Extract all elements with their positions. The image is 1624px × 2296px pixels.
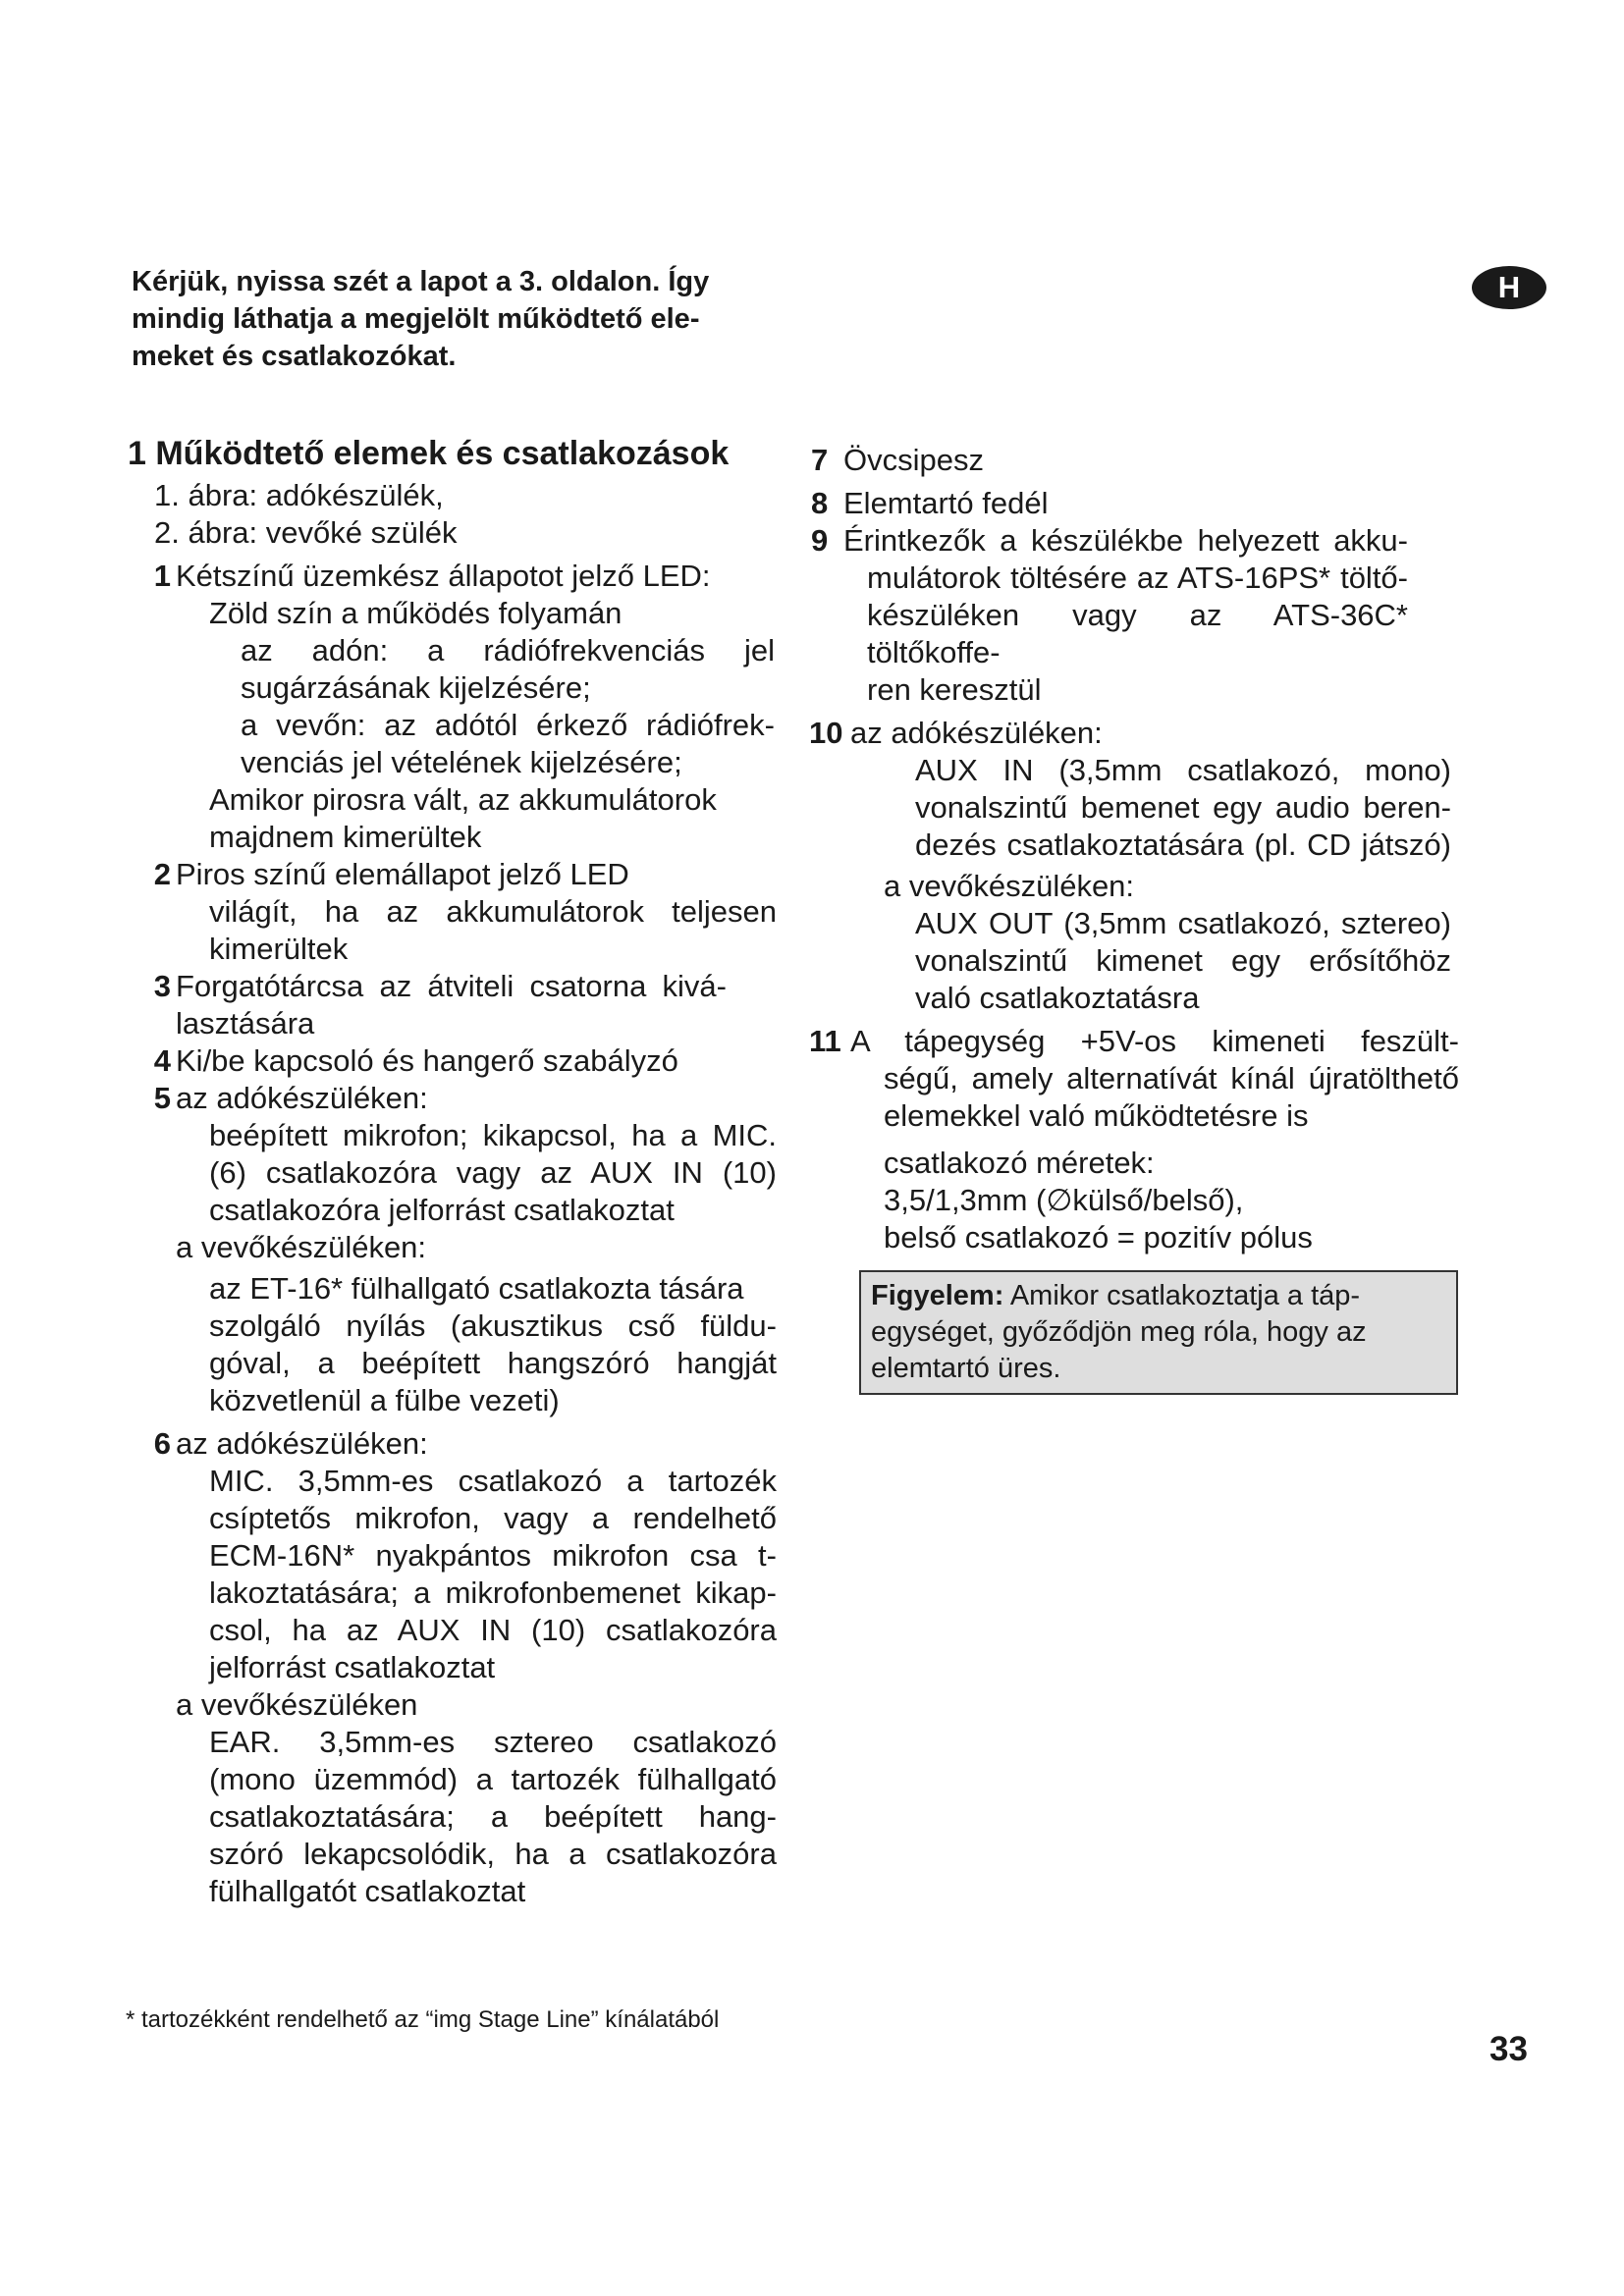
item-line: világít, ha az akkumulátorok teljesen (209, 894, 777, 929)
list-item-9 (811, 522, 1408, 709)
item-number: 3 (153, 969, 171, 1003)
item-line: az adókészüléken: (850, 716, 1103, 750)
item-line: Kétszínű üzemkész állapotot jelző LED: (176, 559, 711, 593)
item-line: a vevőkészüléken: (176, 1230, 427, 1264)
item-line: csatlakozó méretek: (884, 1146, 1155, 1180)
item-line: az adókészüléken: (176, 1081, 428, 1115)
intro-line: Kérjük, nyissa szét a lapot a 3. oldalon. Így (132, 266, 710, 297)
item-number: 4 (153, 1043, 171, 1078)
item-line: készüléken vagy az ATS-36C* töltőkoffe- (867, 598, 1408, 669)
section-title: 1 Működtető elemek és csatlakozások (128, 435, 730, 472)
list-item-6 (128, 1425, 785, 1910)
item-line: ségű, amely alternatívát kínál újratölthető (884, 1061, 1459, 1095)
item-number: 5 (153, 1081, 171, 1115)
right-column (809, 442, 1459, 1395)
item-line: vonalszintű kimenet egy erősítőhöz (915, 943, 1451, 978)
list-item-10 (809, 715, 1449, 1017)
item-line: (6) csatlakozóra vagy az AUX IN (10) (209, 1155, 777, 1190)
item-number: 7 (811, 443, 829, 477)
item-line: Zöld szín a működés folyamán (209, 596, 623, 630)
item-number: 10 (809, 716, 843, 750)
item-line: lasztására (176, 1006, 315, 1041)
item-line: Ki/be kapcsoló és hangerő szabályzó (176, 1043, 678, 1078)
list-item-8 (811, 485, 1449, 522)
item-line: mulátorok töltésére az ATS-16PS* töltő- (867, 561, 1408, 595)
footnote: * tartozékként rendelhető az “img Stage Line” kínálatából (126, 2006, 720, 2033)
item-line: kimerültek (209, 932, 349, 966)
item-line: szolgáló nyílás (akusztikus cső füldu- (209, 1308, 777, 1343)
language-badge: H (1472, 266, 1546, 309)
item-line: AUX OUT (3,5mm csatlakozó, sztereo) (915, 906, 1451, 940)
item-line: csatlakoztatására; a beépített hang- (209, 1799, 777, 1834)
item-line: a vevőn: az adótól érkező rádiófrek- (241, 708, 775, 742)
item-line: a vevőkészüléken (176, 1687, 418, 1722)
intro-text (132, 263, 780, 375)
list-item-7 (811, 442, 1449, 479)
item-line: Amikor pirosra vált, az akkumulátorok (209, 782, 717, 817)
item-line: majdnem kimerültek (209, 820, 482, 854)
item-line: ren keresztül (867, 672, 1042, 707)
warning-line: Amikor csatlakoztatja a táp- (1009, 1280, 1361, 1311)
item-line: az ET-16* fülhallgató csatlakozta tására (209, 1271, 744, 1306)
item-line: a vevőkészüléken: (884, 869, 1135, 903)
item-line: jelforrást csatlakoztat (209, 1650, 496, 1684)
left-column (128, 432, 785, 1910)
figure-ref: 2. ábra: vevőké szülék (154, 515, 458, 550)
item-line: EAR. 3,5mm-es sztereo csatlakozó (209, 1725, 777, 1759)
item-line: az adón: a rádiófrekvenciás jel (241, 633, 775, 667)
item-number: 1 (153, 559, 171, 593)
item-line: közvetlenül a fülbe vezeti) (209, 1383, 560, 1417)
page-number: 33 (1489, 2030, 1528, 2068)
list-item-2 (128, 856, 785, 968)
item-line: való csatlakoztatásra (915, 981, 1200, 1015)
item-line: belső csatlakozó = pozitív pólus (884, 1220, 1313, 1255)
item-line: MIC. 3,5mm-es csatlakozó a tartozék (209, 1464, 777, 1498)
item-line: csatlakozóra jelforrást csatlakoztat (209, 1193, 675, 1227)
item-line: beépített mikrofon; kikapcsol, ha a MIC. (209, 1118, 777, 1152)
item-line: fülhallgatót csatlakoztat (209, 1874, 526, 1908)
item-line: az adókészüléken: (176, 1426, 428, 1461)
warning-line: egységet, győződjön meg róla, hogy az (871, 1316, 1367, 1348)
item-line: góval, a beépített hangszóró hangját (209, 1346, 777, 1380)
warning-box (859, 1270, 1458, 1395)
item-line: venciás jel vételének kijelzésére; (241, 745, 682, 779)
item-line: AUX IN (3,5mm csatlakozó, mono) (915, 753, 1451, 787)
item-line: Forgatótárcsa az átviteli csatorna kivá- (176, 969, 727, 1003)
list-item-1 (128, 558, 785, 856)
item-line: A tápegység +5V-os kimeneti feszült- (850, 1024, 1459, 1058)
list-item-11 (809, 1023, 1459, 1256)
item-line: dezés csatlakoztatására (pl. CD játszó) (915, 828, 1451, 862)
list-item-5 (128, 1080, 785, 1419)
item-number: 2 (153, 857, 171, 891)
item-line: szóró lekapcsolódik, ha a csatlakozóra (209, 1837, 777, 1871)
list-item-4 (128, 1042, 785, 1080)
item-line: Érintkezők a készülékbe helyezett akku- (843, 523, 1408, 558)
intro-line: mindig láthatja a megjelölt működtető ele- (132, 303, 700, 335)
item-line: csol, ha az AUX IN (10) csatlakozóra (209, 1613, 777, 1647)
item-line: Elemtartó fedél (843, 486, 1049, 520)
item-line: Piros színű elemállapot jelző LED (176, 857, 629, 891)
item-line: sugárzásának kijelzésére; (241, 670, 591, 705)
item-line: elemekkel való működtetésre is (884, 1098, 1309, 1133)
item-line: csíptetős mikrofon, vagy a rendelhető (209, 1501, 777, 1535)
item-line: ECM-16N* nyakpántos mikrofon csa t- (209, 1538, 777, 1573)
item-number: 11 (809, 1024, 841, 1058)
intro-line: meket és csatlakozókat. (132, 341, 457, 372)
item-line: (mono üzemmód) a tartozék fülhallgató (209, 1762, 777, 1796)
item-line: 3,5/1,3mm (∅külső/belső), (884, 1183, 1244, 1217)
item-line: Övcsipesz (843, 443, 984, 477)
item-number: 8 (811, 486, 829, 520)
list-item-3 (128, 968, 727, 1042)
item-line: lakoztatására; a mikrofonbemenet kikap- (209, 1575, 777, 1610)
warning-label: Figyelem: (871, 1280, 1004, 1311)
item-number: 6 (153, 1426, 171, 1461)
figure-ref: 1. ábra: adókészülék, (154, 478, 444, 512)
warning-line: elemtartó üres. (871, 1353, 1061, 1384)
item-number: 9 (811, 523, 829, 558)
item-line: vonalszintű bemenet egy audio beren- (915, 790, 1451, 825)
